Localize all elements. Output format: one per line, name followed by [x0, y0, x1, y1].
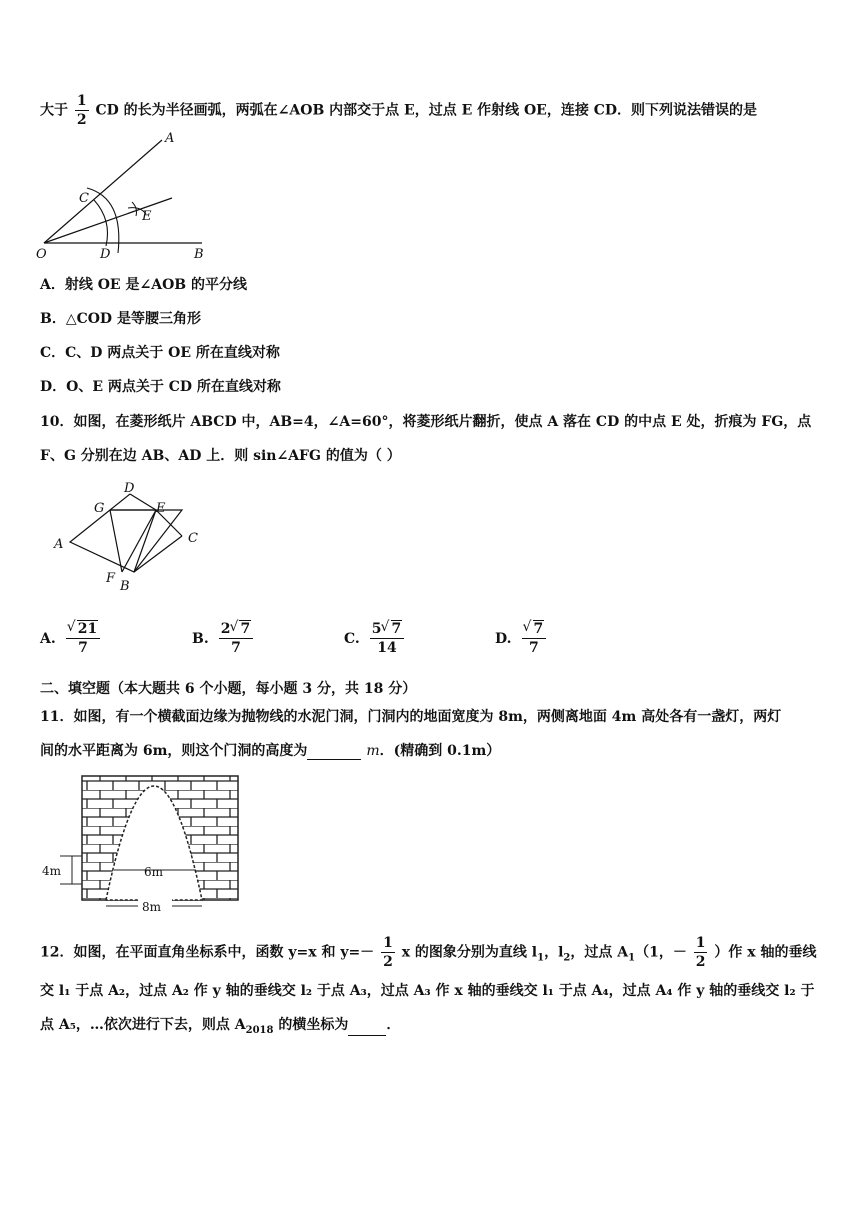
- q9-option-b: B．△COD 是等腰三角形: [40, 311, 201, 327]
- one-half-fraction: $\frac{1}{2}$: [383, 935, 393, 970]
- sqrt-symbol: √ 7: [382, 620, 403, 638]
- segment-DE: [130, 494, 156, 510]
- q12-stem-line1: 12．如图，在平面直角坐标系中，函数 y=x 和 y=－ $\frac{1}{2}$ x 的图象分别为直线 $l_1$，$l_2$，过点 $A_1(1$，－ $\frac{1}{2}$ ）作 x 轴的垂线: [40, 935, 817, 970]
- ray-OA: [44, 140, 162, 243]
- section-heading: 二、填空题（本大题共 6 个小题，每小题 3 分，共 18 分）: [40, 681, 417, 697]
- fold-line-FG: [110, 510, 122, 572]
- label-C: C: [79, 191, 89, 206]
- label-E: E: [142, 209, 152, 224]
- label-B: B: [194, 247, 204, 262]
- segment-DG: [110, 494, 130, 510]
- label-F: F: [106, 571, 116, 586]
- segment-BE: [134, 510, 156, 572]
- q12-stem-line3: 点 A₅，…依次进行下去，则点 $A_{2018}$ 的横坐标为 ．: [40, 1017, 401, 1036]
- q9-angle-bisector-figure: [32, 128, 222, 263]
- q11-arch-doorway-figure: [42, 772, 242, 920]
- q9-option-c: C．C、D 两点关于 OE 所在直线对称: [40, 345, 280, 361]
- q10-option-d: D. √ $\frac{7}{7}$: [495, 620, 548, 657]
- q9-stem: 大于 $\frac{1}{2}$ CD 的长为半径画弧，两弧在∠AOB 内部交于点 E，过点 E 作射线 OE，连接 CD．则下列说法错误的是: [40, 93, 758, 128]
- label-O: O: [36, 247, 47, 262]
- sqrt-symbol: √ 7: [230, 620, 251, 638]
- q11-stem-line2: 间的水平距离为 6m，则这个门洞的高度为 m．(精确到 0.1m）: [40, 743, 501, 759]
- q10-option-a: A. √ $\frac{21}{7}$: [40, 620, 102, 657]
- label-D: D: [124, 481, 135, 496]
- label-G: G: [94, 501, 105, 516]
- label-A: A: [165, 131, 175, 146]
- label-4m: 4m: [42, 864, 62, 878]
- label-E: E: [156, 501, 166, 516]
- answer-blank[interactable]: [307, 745, 361, 760]
- q9-option-a: A．射线 OE 是∠AOB 的平分线: [40, 277, 247, 293]
- q10-option-c: C. $\frac{5√ 7}{14}$: [344, 620, 406, 657]
- q10-stem-line1: 10．如图，在菱形纸片 ABCD 中，AB=4，∠A=60°，将菱形纸片翻折，使点 A 落在 CD 的中点 E 处，折痕为 FG，点: [40, 414, 812, 430]
- answer-blank[interactable]: [348, 1021, 386, 1036]
- q10-option-b: B. $\frac{2√ 7}{7}$: [192, 620, 255, 657]
- label-8m: 8m: [142, 900, 162, 914]
- label-6m: 6m: [144, 865, 164, 879]
- q11-stem-line1: 11．如图，有一个横截面边缘为抛物线的水泥门洞，门洞内的地面宽度为 8m，两侧离地面 4m 高处各有一盏灯，两灯: [40, 709, 782, 725]
- q9-option-d: D．O、E 两点关于 CD 所在直线对称: [40, 379, 281, 395]
- sqrt-symbol: √ 21: [68, 620, 98, 638]
- q12-stem-line2: 交 l₁ 于点 A₂，过点 A₂ 作 y 轴的垂线交 l₂ 于点 A₃，过点 A₃ 作 x 轴的垂线交 l₁ 于点 A₄，过点 A₄ 作 y 轴的垂线交 l₂ 于: [40, 983, 815, 999]
- label-A: A: [54, 537, 64, 552]
- q10-rhombus-figure: [50, 480, 210, 595]
- arc-E-1: [132, 202, 137, 216]
- one-half-fraction: $\frac{1}{2}$: [76, 93, 87, 128]
- label-B: B: [120, 579, 130, 594]
- one-half-fraction: $\frac{1}{2}$: [695, 935, 706, 970]
- sqrt-symbol: √ 7: [524, 620, 545, 638]
- label-D: D: [100, 247, 111, 262]
- segment-FE: [122, 510, 156, 572]
- ray-OE: [44, 198, 172, 243]
- label-C: C: [188, 531, 198, 546]
- q10-stem-line2: F、G 分别在边 AB、AD 上．则 sin∠AFG 的值为（ ）: [40, 448, 401, 464]
